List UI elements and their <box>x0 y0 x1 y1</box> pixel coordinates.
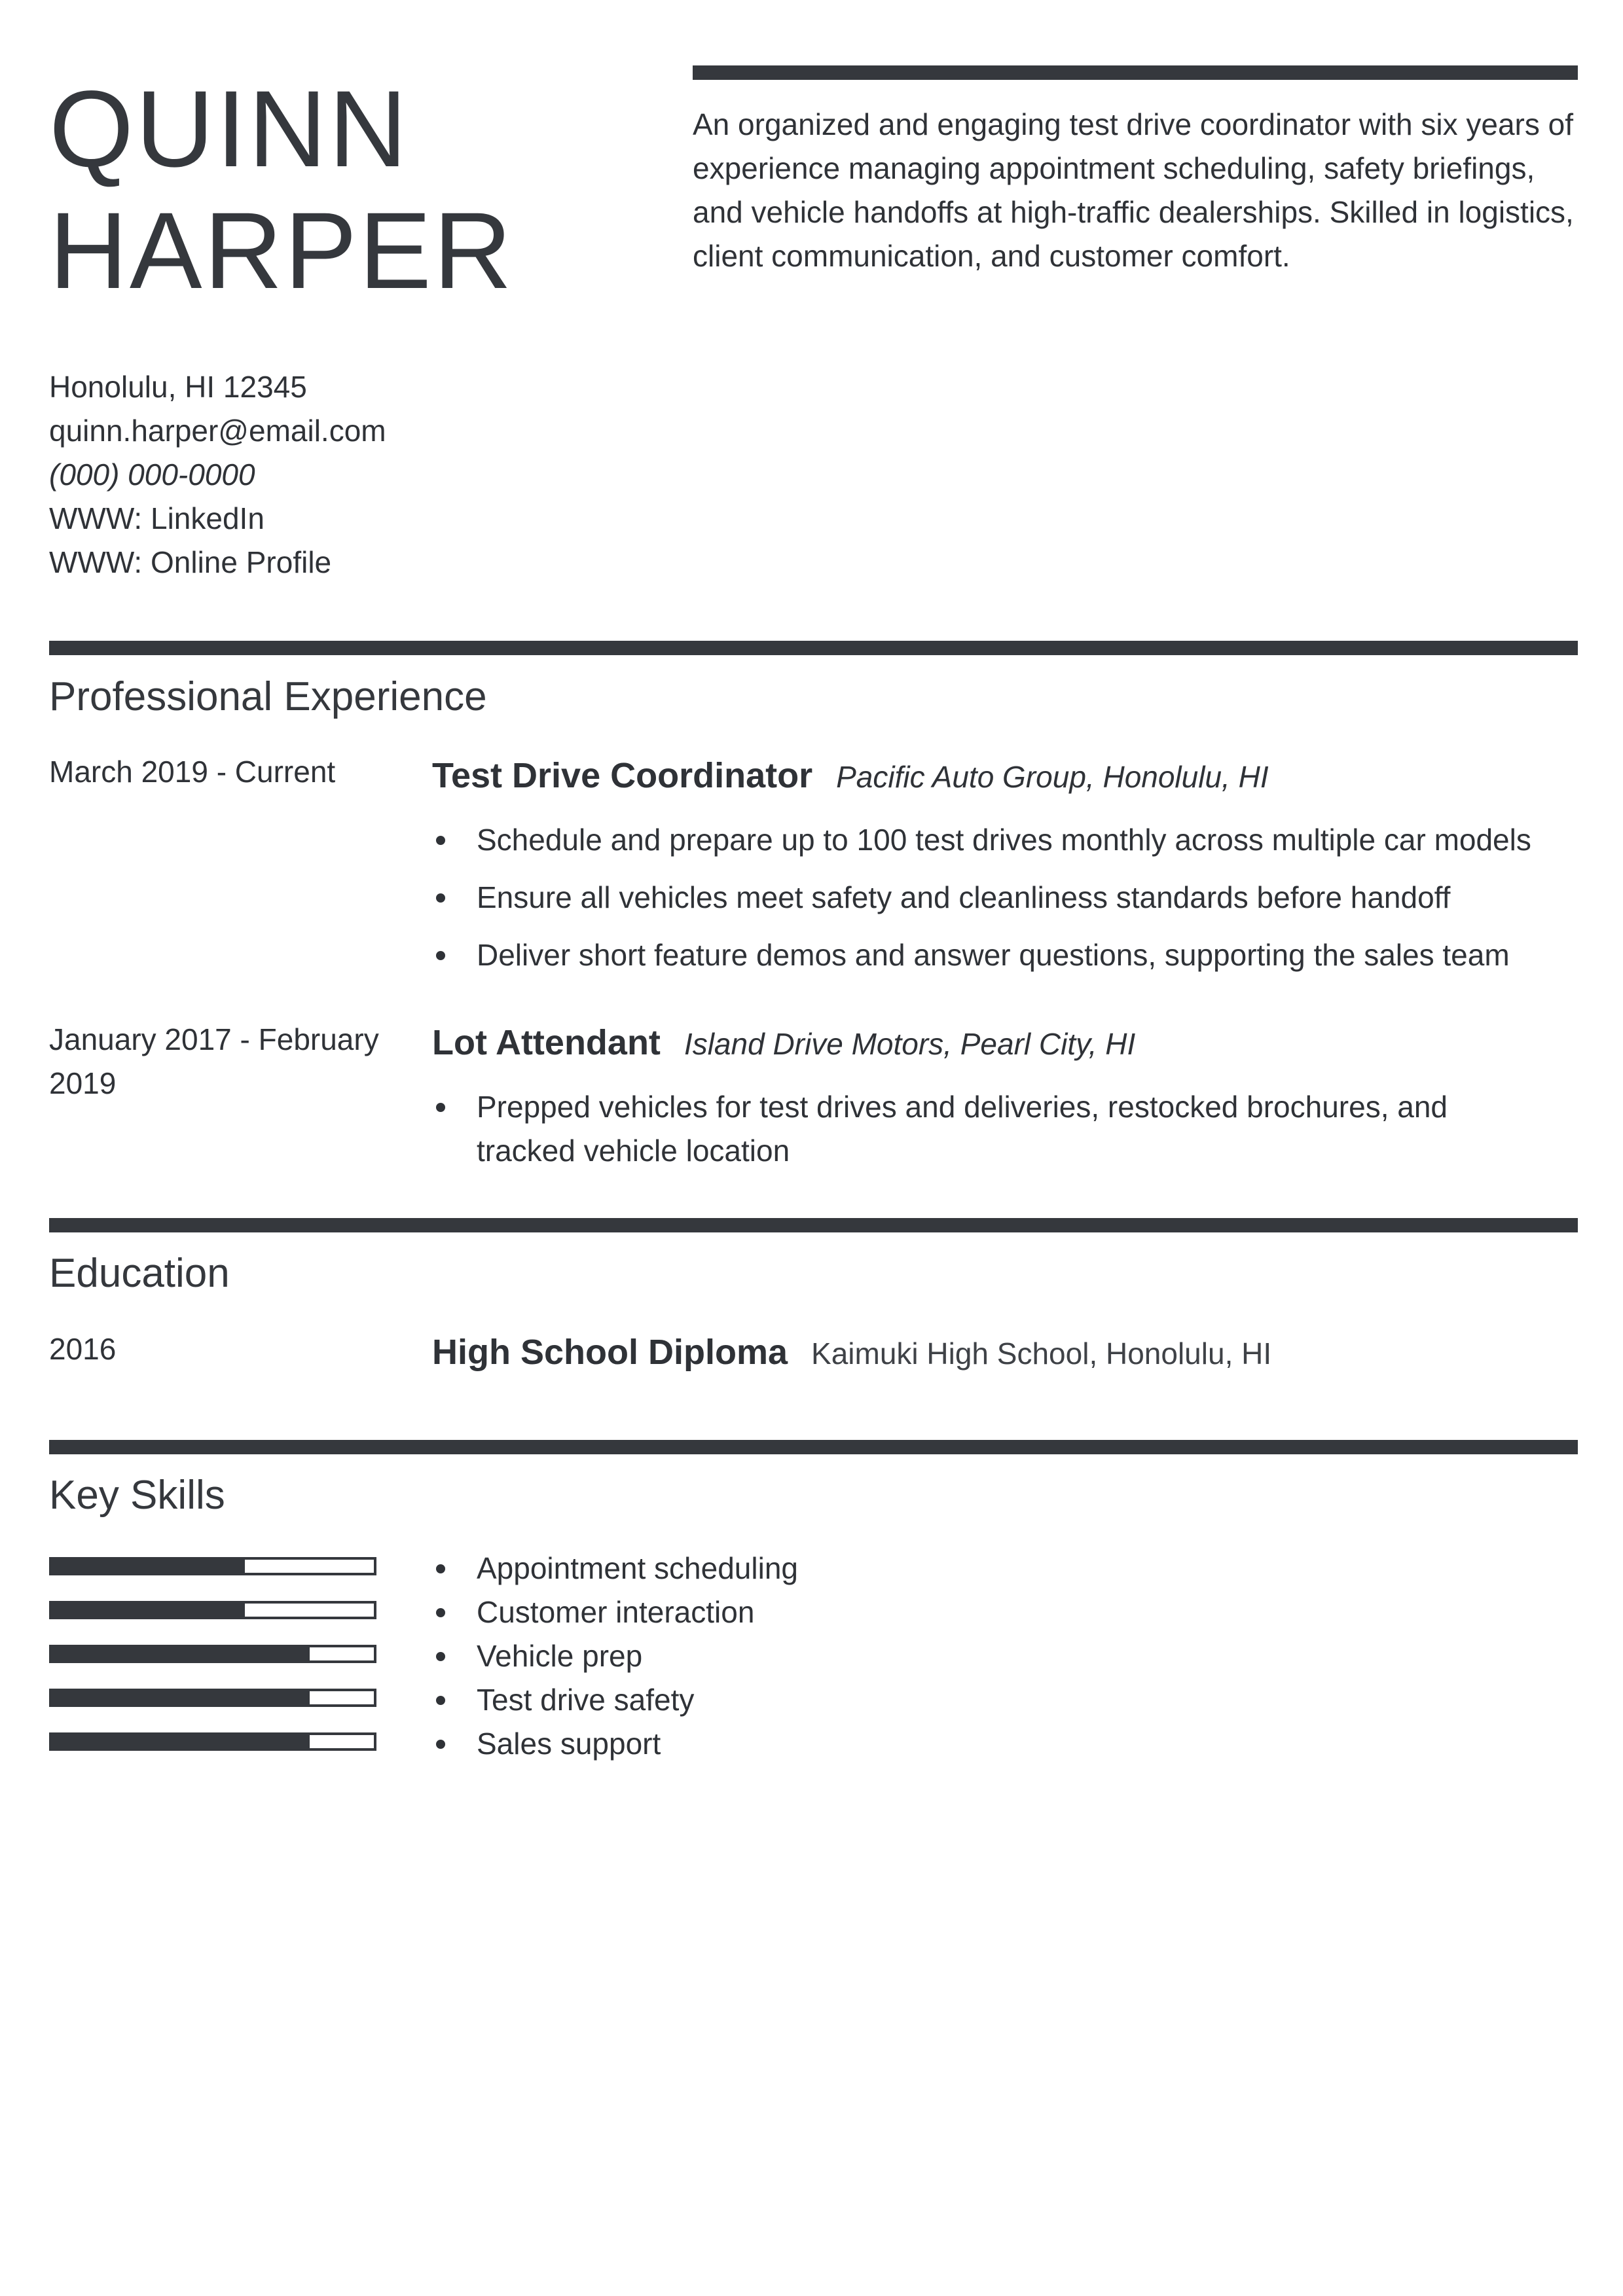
school-name: Kaimuki High School, Honolulu, HI <box>811 1336 1272 1371</box>
education-heading <box>432 1331 1271 1376</box>
job-dates: March 2019 - Current <box>49 755 336 789</box>
skill-item: Customer interaction <box>432 1590 798 1634</box>
last-name: HARPER <box>49 190 514 312</box>
experience-section-title: Professional Experience <box>49 674 487 719</box>
job-dates: January 2017 - February 2019 <box>49 1022 379 1100</box>
job-bullets <box>432 818 1578 977</box>
job-bullet: Deliver short feature demos and answer questions, supporting the sales team <box>432 933 1578 977</box>
job-bullet: Schedule and prepare up to 100 test drives monthly across multiple car models <box>432 818 1578 862</box>
contact-location: Honolulu, HI 12345 <box>49 370 307 404</box>
job-title: Lot Attendant <box>432 1023 661 1062</box>
skill-item: Appointment scheduling <box>432 1547 798 1590</box>
skill-level-bar <box>49 1645 376 1663</box>
job-bullet: Ensure all vehicles meet safety and cleanliness standards before handoff <box>432 876 1578 920</box>
skill-level-fill <box>52 1735 310 1748</box>
job-bullets <box>432 1085 1532 1173</box>
skills-section-title: Key Skills <box>49 1473 225 1518</box>
job-heading <box>432 754 1269 799</box>
header-divider <box>693 65 1578 80</box>
skill-level-bar <box>49 1557 376 1575</box>
job-title: Test Drive Coordinator <box>432 756 813 795</box>
skill-level-fill <box>52 1647 310 1660</box>
skills-list <box>432 1547 798 1766</box>
professional-summary: An organized and engaging test drive coordinator with six years of experience managing appointment scheduling, safety briefings, and vehicle handoffs at high-traffic dealerships. Skilled in logistics, client communication, and customer comfort. <box>693 107 1574 273</box>
job-heading <box>432 1021 1135 1066</box>
skill-level-bar <box>49 1601 376 1619</box>
contact-email[interactable]: quinn.harper@email.com <box>49 414 386 448</box>
job-employer: Pacific Auto Group, Honolulu, HI <box>836 760 1269 794</box>
first-name: QUINN <box>49 69 409 190</box>
experience-divider <box>49 641 1578 655</box>
skill-level-fill <box>52 1691 310 1704</box>
skill-level-fill <box>52 1560 245 1573</box>
skill-level-bar <box>49 1732 376 1751</box>
skills-divider <box>49 1440 1578 1454</box>
skill-item: Sales support <box>432 1722 798 1766</box>
skill-level-bar <box>49 1689 376 1707</box>
education-section-title: Education <box>49 1251 230 1296</box>
education-divider <box>49 1218 1578 1232</box>
skill-level-bars <box>49 1557 376 1776</box>
skill-item: Vehicle prep <box>432 1634 798 1678</box>
skill-item: Test drive safety <box>432 1678 798 1722</box>
contact-phone: (000) 000-0000 <box>49 457 255 492</box>
job-employer: Island Drive Motors, Pearl City, HI <box>684 1027 1136 1061</box>
skill-level-fill <box>52 1604 245 1617</box>
contact-online-profile[interactable]: WWW: Online Profile <box>49 545 332 579</box>
job-bullet: Prepped vehicles for test drives and deliveries, restocked brochures, and tracked vehicle location <box>432 1085 1532 1173</box>
candidate-name <box>49 69 514 312</box>
education-year: 2016 <box>49 1332 117 1366</box>
contact-info <box>49 365 386 584</box>
degree-title: High School Diploma <box>432 1333 788 1372</box>
contact-linkedin[interactable]: WWW: LinkedIn <box>49 501 264 535</box>
